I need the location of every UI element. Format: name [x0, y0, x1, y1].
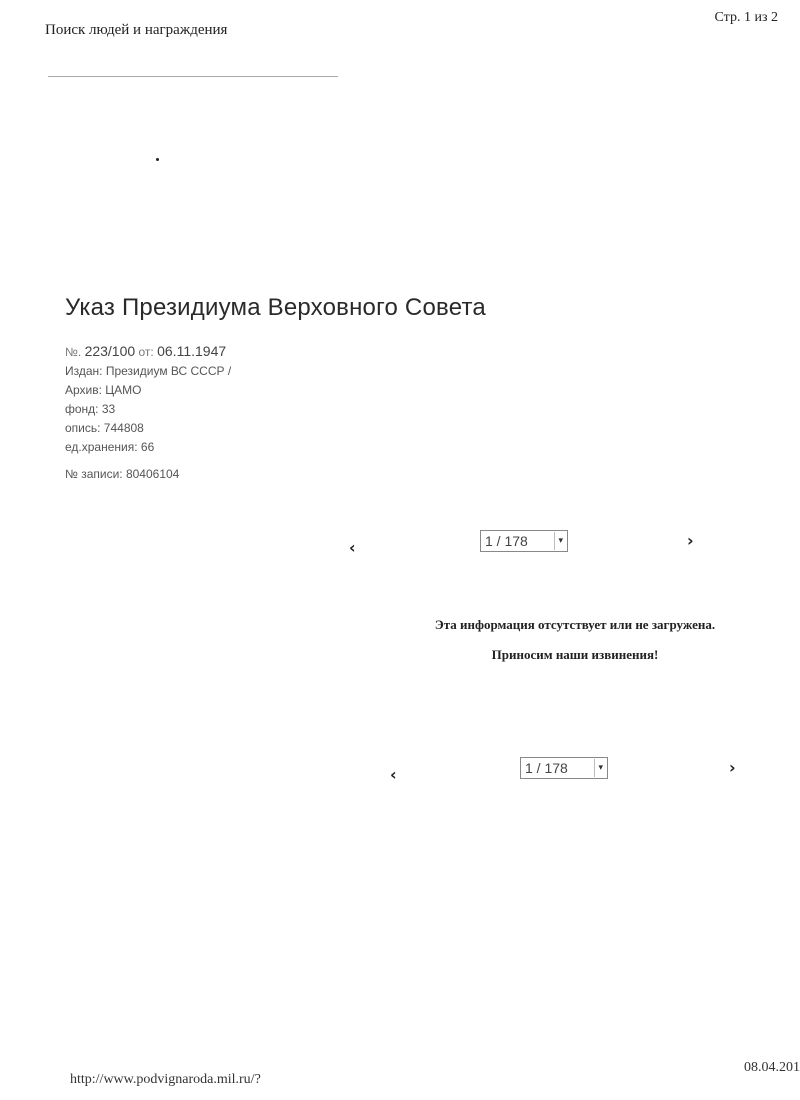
- document-date: 06.11.1947: [157, 343, 227, 359]
- document-title: Указ Президиума Верховного Совета: [65, 294, 486, 321]
- document-number: 223/100: [84, 343, 136, 359]
- print-page-indicator: Стр. 1 из 2: [714, 10, 778, 25]
- fond: фонд: 33: [65, 402, 116, 416]
- page-select-value: 1 / 178: [485, 533, 528, 549]
- page-select[interactable]: [480, 530, 568, 552]
- chevron-left-icon[interactable]: ‹: [390, 765, 397, 784]
- print-header-title: Поиск людей и награждения: [45, 22, 228, 38]
- print-footer-url: http://www.podvignaroda.mil.ru/?: [70, 1072, 261, 1087]
- document-number-row: [65, 342, 231, 362]
- issued-by: Издан: Президиум ВС СССР /: [65, 364, 232, 378]
- header-divider: [48, 76, 338, 77]
- pager-top: [345, 530, 705, 557]
- chevron-left-icon[interactable]: ‹: [349, 538, 356, 557]
- pager-bottom: [387, 757, 747, 784]
- archive: Архив: ЦАМО: [65, 383, 142, 397]
- caret-down-icon: ▾: [554, 532, 563, 550]
- document-metadata: [65, 342, 231, 484]
- print-footer-date: 08.04.201: [744, 1060, 800, 1075]
- notice-line-1: Эта информация отсутствует или не загружена.: [434, 617, 716, 632]
- chevron-right-icon[interactable]: ›: [729, 758, 736, 777]
- caret-down-icon: ▾: [594, 759, 603, 777]
- scan-dot: [156, 158, 159, 161]
- storage-unit: ед.хранения: 66: [65, 440, 155, 454]
- notice-line-2: Приносим наши извинения!: [491, 647, 659, 662]
- opis: опись: 744808: [65, 421, 144, 435]
- page-select[interactable]: [520, 757, 608, 779]
- record-number: № записи: 80406104: [65, 467, 180, 481]
- number-label: №.: [65, 345, 82, 359]
- date-label: от:: [138, 345, 154, 359]
- page-select-value: 1 / 178: [525, 760, 568, 776]
- chevron-right-icon[interactable]: ›: [687, 531, 694, 550]
- missing-info-notice: [400, 610, 750, 670]
